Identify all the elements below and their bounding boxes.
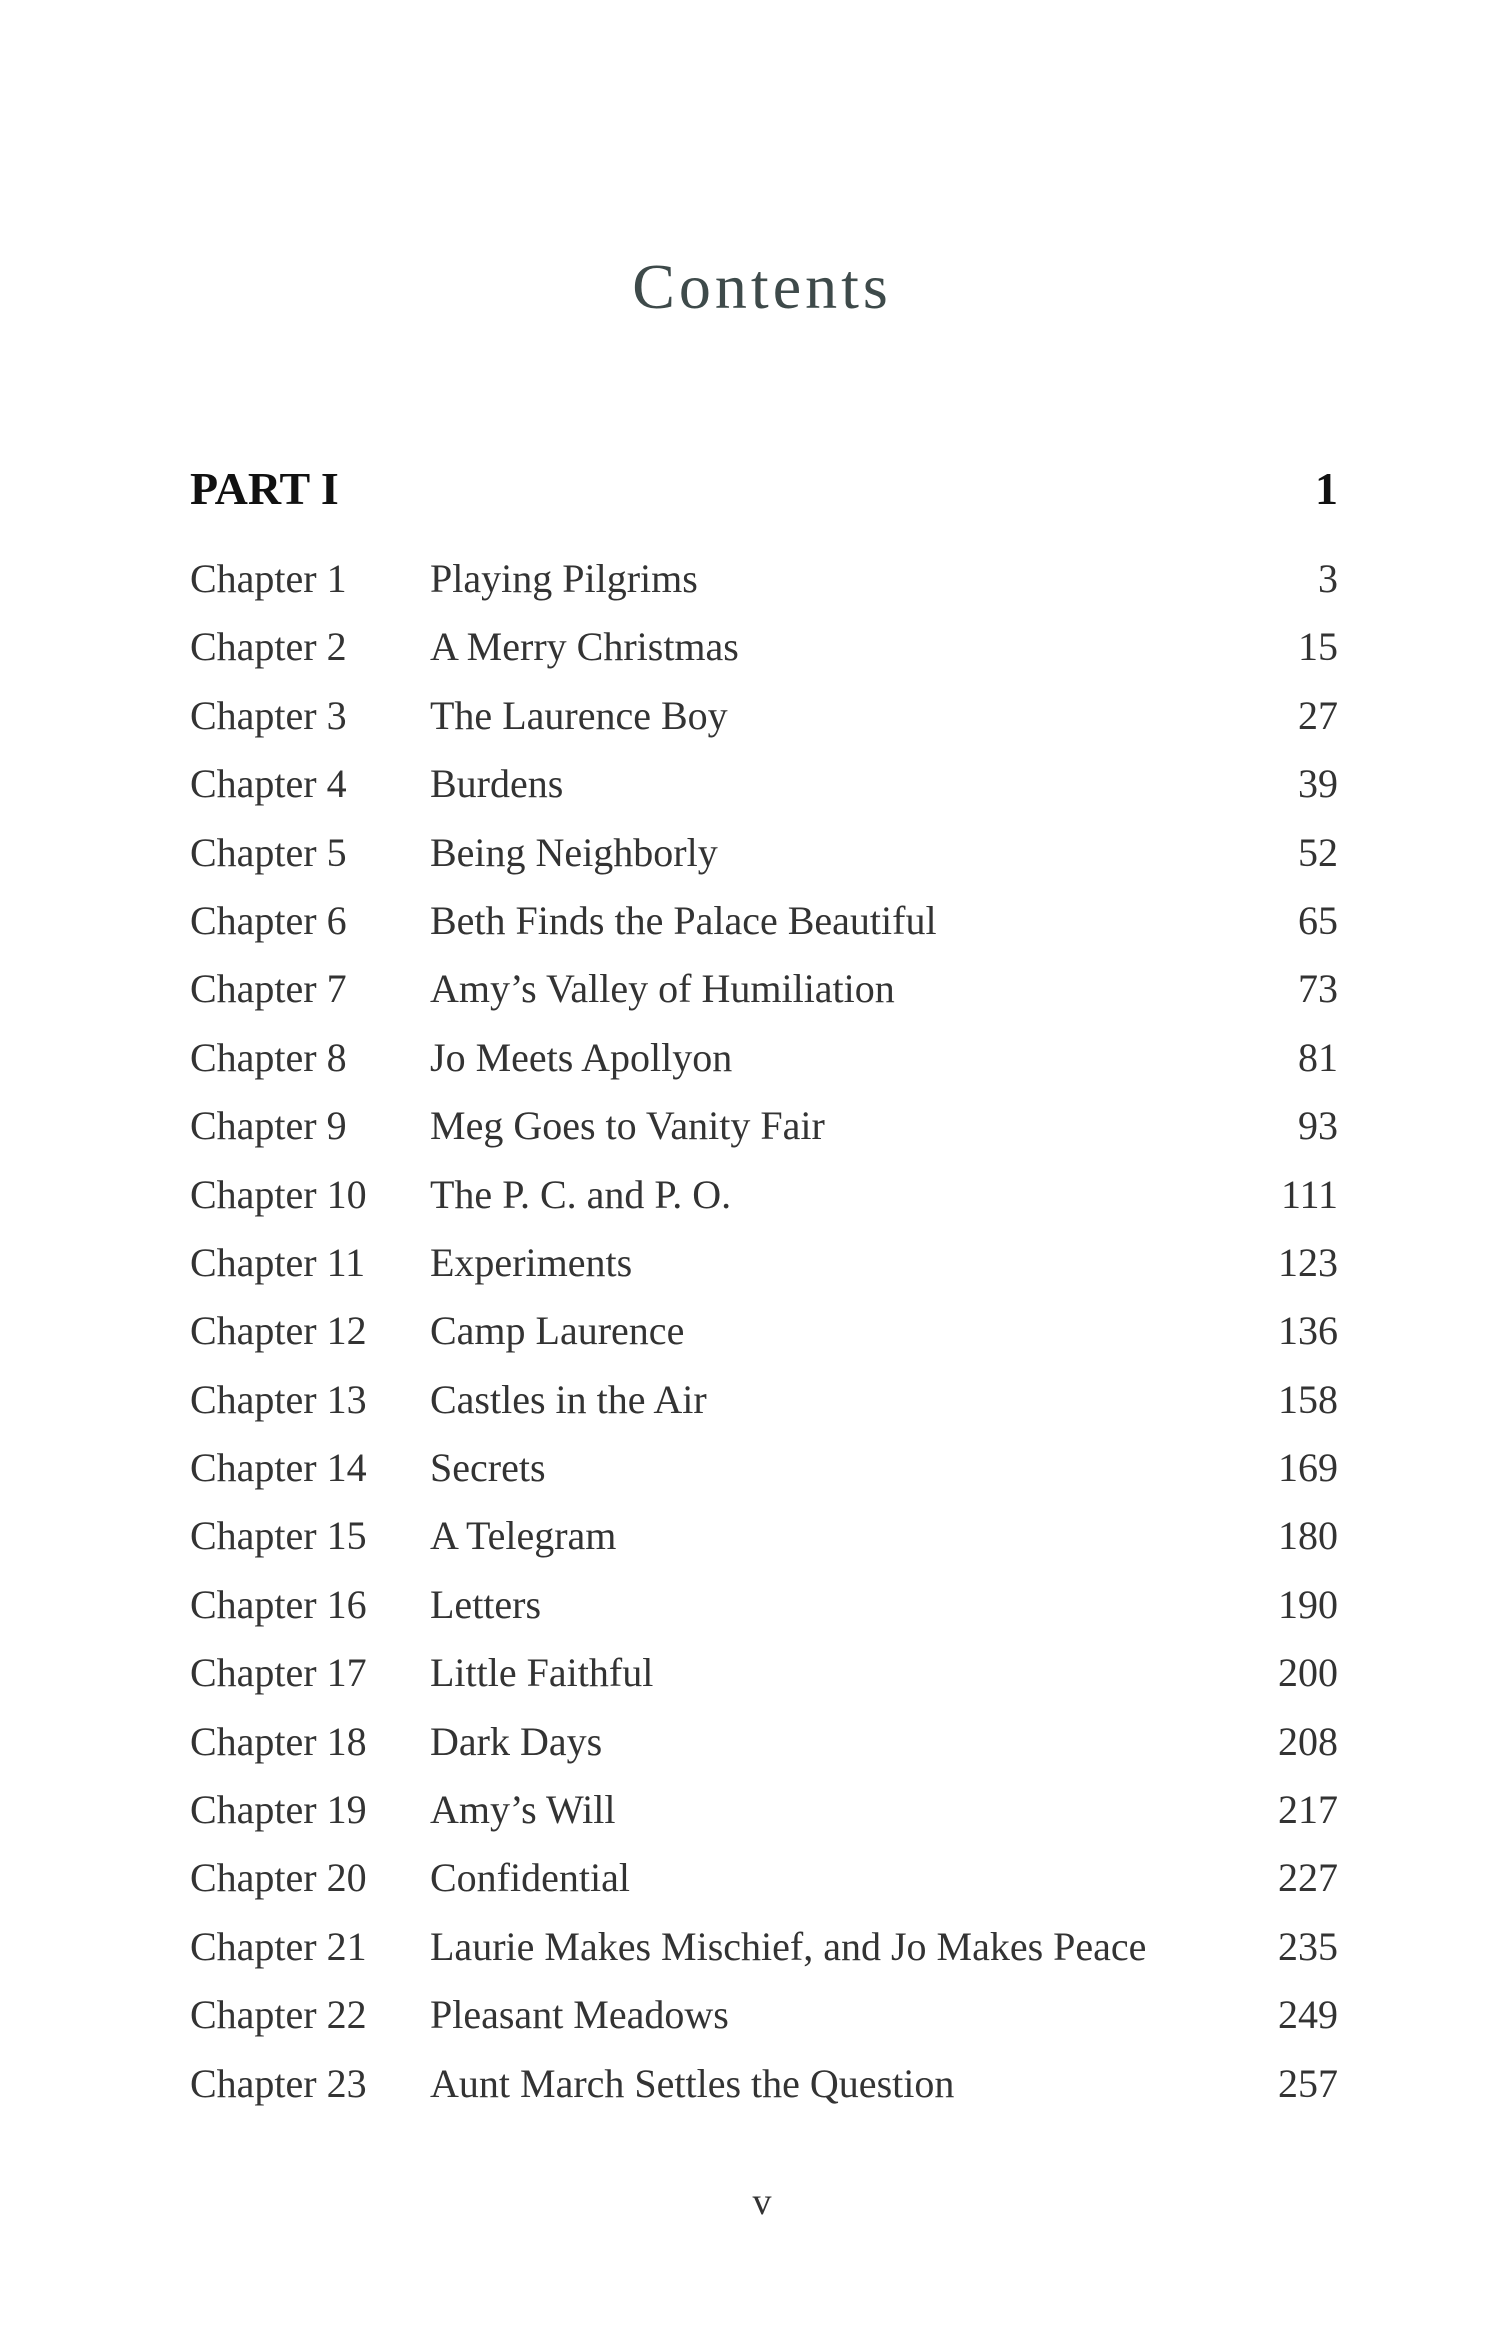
chapter-page-number: 217 (1278, 1787, 1338, 1833)
chapter-number: Chapter 12 (190, 1308, 367, 1354)
toc-entry (190, 1776, 1338, 1844)
toc-entry (190, 613, 1338, 681)
chapter-title: Experiments (430, 1239, 633, 1285)
chapter-page-number: 73 (1298, 966, 1338, 1012)
chapter-number: Chapter 21 (190, 1923, 367, 1969)
table-of-contents (190, 545, 1338, 2118)
toc-entry (190, 1981, 1338, 2049)
toc-entry (190, 1639, 1338, 1707)
toc-entry (190, 1571, 1338, 1639)
chapter-number: Chapter 1 (190, 556, 347, 601)
chapter-number: Chapter 7 (190, 966, 347, 1012)
chapter-number: Chapter 6 (190, 897, 347, 943)
toc-entry (190, 819, 1338, 887)
chapter-title: Beth Finds the Palace Beautiful (430, 897, 937, 943)
chapter-title: Castles in the Air (430, 1376, 707, 1422)
chapter-page-number: 200 (1278, 1650, 1338, 1696)
chapter-title: Dark Days (430, 1718, 603, 1764)
chapter-title: Being Neighborly (430, 829, 718, 875)
chapter-page-number: 158 (1278, 1376, 1338, 1422)
chapter-page-number: 208 (1278, 1718, 1338, 1764)
chapter-number: Chapter 8 (190, 1034, 347, 1080)
chapter-page-number: 27 (1298, 692, 1338, 738)
toc-entry (190, 1024, 1338, 1092)
chapter-page-number: 235 (1278, 1923, 1338, 1969)
chapter-title: Meg Goes to Vanity Fair (430, 1103, 825, 1149)
chapter-number: Chapter 18 (190, 1718, 367, 1764)
toc-entry (190, 682, 1338, 750)
chapter-title: A Merry Christmas (430, 624, 739, 670)
chapter-title: Amy’s Will (430, 1787, 616, 1833)
chapter-number: Chapter 9 (190, 1103, 347, 1149)
chapter-page-number: 227 (1278, 1855, 1338, 1901)
chapter-page-number: 169 (1278, 1445, 1338, 1491)
toc-entry (190, 1502, 1338, 1570)
part-page-number: 1 (1315, 463, 1338, 514)
toc-entry (190, 955, 1338, 1023)
chapter-page-number: 180 (1278, 1513, 1338, 1559)
toc-entry (190, 1366, 1338, 1434)
chapter-page-number: 52 (1298, 829, 1338, 875)
chapter-page-number: 257 (1278, 2060, 1338, 2106)
chapter-number: Chapter 14 (190, 1445, 367, 1491)
toc-entry (190, 2050, 1338, 2118)
chapter-page-number: 39 (1298, 761, 1338, 807)
chapter-number: Chapter 23 (190, 2060, 367, 2106)
chapter-page-number: 249 (1278, 1992, 1338, 2038)
toc-entry (190, 750, 1338, 818)
toc-entry (190, 887, 1338, 955)
chapter-page-number: 123 (1278, 1239, 1338, 1285)
chapter-page-number: 93 (1298, 1103, 1338, 1149)
chapter-number: Chapter 20 (190, 1855, 367, 1901)
toc-entry (190, 1844, 1338, 1912)
chapter-title: The P. C. and P. O. (430, 1171, 732, 1217)
chapter-page-number: 15 (1298, 624, 1338, 670)
chapter-page-number: 3 (1318, 556, 1338, 601)
chapter-title: A Telegram (430, 1513, 617, 1559)
toc-entry (190, 1297, 1338, 1365)
part-heading-row (190, 462, 1338, 522)
chapter-number: Chapter 16 (190, 1581, 367, 1627)
chapter-number: Chapter 11 (190, 1239, 366, 1285)
chapter-page-number: 190 (1278, 1581, 1338, 1627)
part-label: PART I (190, 463, 339, 514)
chapter-number: Chapter 17 (190, 1650, 367, 1696)
chapter-number: Chapter 15 (190, 1513, 367, 1559)
chapter-number: Chapter 5 (190, 829, 347, 875)
chapter-number: Chapter 22 (190, 1992, 367, 2038)
toc-entry (190, 1161, 1338, 1229)
chapter-title: Amy’s Valley of Humiliation (430, 966, 895, 1012)
toc-entry (190, 1434, 1338, 1502)
chapter-page-number: 81 (1298, 1034, 1338, 1080)
chapter-title: Secrets (430, 1445, 546, 1491)
chapter-page-number: 111 (1280, 1171, 1338, 1217)
chapter-title: Burdens (430, 761, 564, 807)
chapter-title: Aunt March Settles the Question (430, 2060, 955, 2106)
chapter-title: Playing Pilgrims (430, 556, 698, 601)
chapter-title: Camp Laurence (430, 1308, 685, 1354)
chapter-title: Jo Meets Apollyon (430, 1034, 733, 1080)
toc-entry (190, 1229, 1338, 1297)
chapter-number: Chapter 13 (190, 1376, 367, 1422)
chapter-title: Pleasant Meadows (430, 1992, 729, 2038)
chapter-title: Letters (430, 1581, 542, 1627)
toc-entry (190, 1092, 1338, 1160)
page-title: Contents (632, 251, 892, 322)
chapter-title: Confidential (430, 1855, 630, 1901)
chapter-number: Chapter 2 (190, 624, 347, 670)
toc-entry (190, 1708, 1338, 1776)
toc-entry (190, 545, 1338, 613)
chapter-number: Chapter 3 (190, 692, 347, 738)
page-folio: v (752, 2181, 772, 2223)
chapter-number: Chapter 19 (190, 1787, 367, 1833)
toc-entry (190, 1913, 1338, 1981)
chapter-title: Little Faithful (430, 1650, 654, 1696)
chapter-number: Chapter 10 (190, 1171, 367, 1217)
chapter-title: The Laurence Boy (430, 692, 728, 738)
chapter-title: Laurie Makes Mischief, and Jo Makes Peace (430, 1923, 1147, 1969)
chapter-page-number: 136 (1278, 1308, 1338, 1354)
chapter-number: Chapter 4 (190, 761, 347, 807)
chapter-page-number: 65 (1298, 897, 1338, 943)
